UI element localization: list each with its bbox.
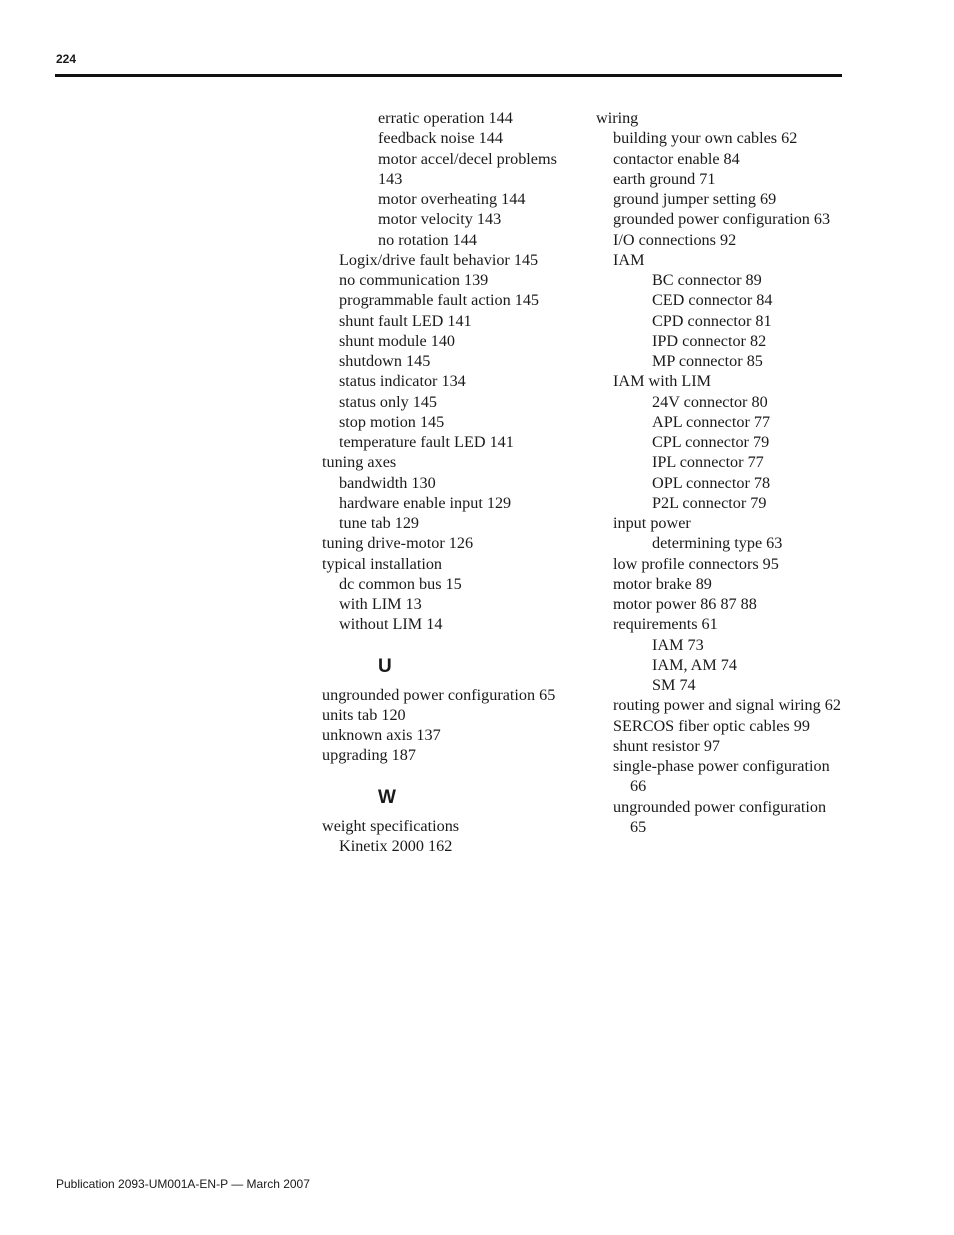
index-subentry: shunt resistor 97 <box>613 736 721 755</box>
index-subentry: IAM, AM 74 <box>652 655 737 674</box>
index-subentry: I/O connections 92 <box>613 230 737 249</box>
index-subentry: 24V connector 80 <box>652 392 768 411</box>
index-subentry: building your own cables 62 <box>613 129 798 148</box>
index-subentry: IPD connector 82 <box>652 331 767 350</box>
index-subentry: feedback noise 144 <box>378 129 503 148</box>
index-subentry: dc common bus 15 <box>339 574 462 593</box>
index-subentry: motor accel/decel problems <box>378 149 557 168</box>
index-subentry: shunt fault LED 141 <box>339 311 472 330</box>
index-subentry: Logix/drive fault behavior 145 <box>339 250 539 269</box>
index-subentry: IAM with LIM <box>613 372 712 391</box>
index-subentry: status only 145 <box>339 392 438 411</box>
index-subentry: tune tab 129 <box>339 514 420 532</box>
index-subentry: CPL connector 79 <box>652 433 770 451</box>
index-subentry: 66 <box>630 777 647 796</box>
index-subentry: 143 <box>378 169 403 188</box>
index-subentry: motor brake 89 <box>613 574 712 593</box>
index-subentry: Kinetix 2000 162 <box>339 836 453 855</box>
index-subentry: shunt module 140 <box>339 331 456 350</box>
index-entry: upgrading 187 <box>322 746 416 765</box>
index-subentry: shutdown 145 <box>339 352 431 370</box>
page-number: 224 <box>56 52 77 66</box>
index-subentry: determining type 63 <box>652 534 783 553</box>
index-subentry: SM 74 <box>652 676 696 694</box>
index-entry: typical installation <box>322 554 443 573</box>
index-subentry: IAM 73 <box>652 635 704 654</box>
index-subentry: temperature fault LED 141 <box>339 433 514 451</box>
index-entry: weight specifications <box>322 816 460 835</box>
index-entry: unknown axis 137 <box>322 726 441 744</box>
index-letter-heading: W <box>378 786 396 808</box>
header-rule <box>55 74 842 77</box>
index-subentry: motor power 86 87 88 <box>613 595 757 613</box>
index-entry: wiring <box>596 109 639 127</box>
index-subentry: OPL connector 78 <box>652 473 771 492</box>
index-subentry: P2L connector 79 <box>652 493 767 512</box>
index-subentry: CPD connector 81 <box>652 311 772 330</box>
index-subentry: 65 <box>630 817 647 836</box>
index-subentry: requirements 61 <box>613 615 718 634</box>
index-entry: ungrounded power configuration 65 <box>322 685 556 704</box>
index-subentry: without LIM 14 <box>339 615 443 634</box>
index-subentry: motor overheating 144 <box>378 190 526 208</box>
index-entry: units tab 120 <box>322 705 406 724</box>
index-subentry: no communication 139 <box>339 271 489 289</box>
index-column-left <box>322 108 582 856</box>
index-subentry: with LIM 13 <box>339 595 422 613</box>
index-subentry: input power <box>613 514 691 532</box>
index-subentry: routing power and signal wiring 62 <box>613 696 841 715</box>
index-subentry: contactor enable 84 <box>613 149 740 168</box>
index-subentry: single-phase power configuration <box>613 757 830 775</box>
index-subentry: stop motion 145 <box>339 412 445 431</box>
index-column-right <box>596 108 846 837</box>
index-subentry: CED connector 84 <box>652 291 773 310</box>
index-subentry: hardware enable input 129 <box>339 493 512 512</box>
index-subentry: grounded power configuration 63 <box>613 210 831 229</box>
index-subentry: SERCOS fiber optic cables 99 <box>613 716 810 735</box>
index-subentry: status indicator 134 <box>339 372 466 391</box>
index-subentry: earth ground 71 <box>613 169 716 188</box>
index-entry: tuning axes <box>322 453 397 472</box>
index-subentry: ungrounded power configuration <box>613 797 827 816</box>
index-subentry: MP connector 85 <box>652 352 763 370</box>
index-subentry: erratic operation 144 <box>378 109 513 127</box>
index-subentry: motor velocity 143 <box>378 210 502 229</box>
index-subentry: low profile connectors 95 <box>613 554 779 573</box>
index-subentry: BC connector 89 <box>652 271 762 289</box>
index-subentry: programmable fault action 145 <box>339 291 540 310</box>
index-subentry: IAM <box>613 250 645 269</box>
index-subentry: APL connector 77 <box>652 412 771 431</box>
index-letter-heading: U <box>378 655 392 677</box>
index-subentry: bandwidth 130 <box>339 473 436 492</box>
index-subentry: no rotation 144 <box>378 230 477 249</box>
index-entry: tuning drive-motor 126 <box>322 534 474 553</box>
index-subentry: ground jumper setting 69 <box>613 190 777 208</box>
publication-footer: Publication 2093-UM001A-EN-P — March 2007 <box>56 1177 310 1191</box>
index-subentry: IPL connector 77 <box>652 453 764 472</box>
